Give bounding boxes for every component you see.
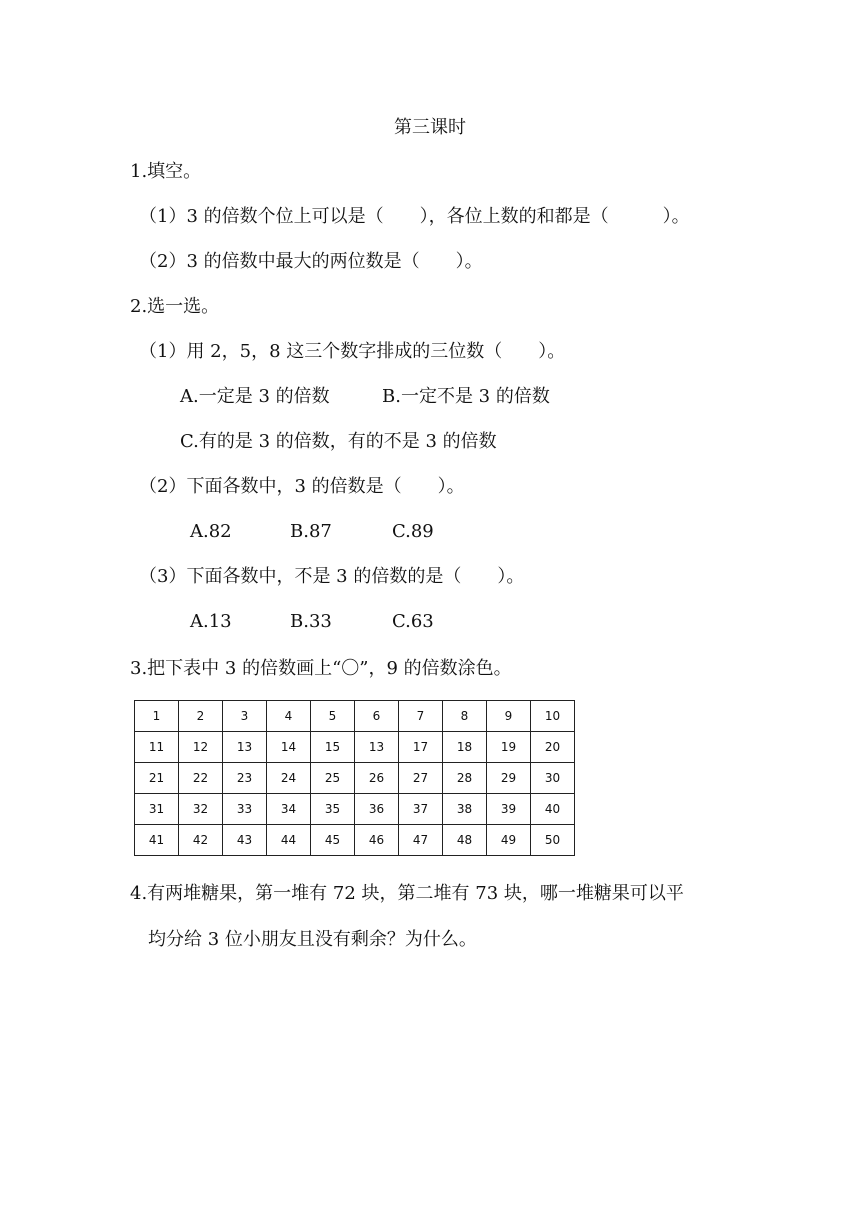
table-cell: 11 bbox=[135, 732, 179, 763]
table-cell: 40 bbox=[531, 794, 575, 825]
table-cell: 6 bbox=[355, 701, 399, 732]
table-cell: 34 bbox=[267, 794, 311, 825]
table-cell: 15 bbox=[311, 732, 355, 763]
table-cell: 43 bbox=[223, 825, 267, 856]
page-title: 第三课时 bbox=[394, 117, 466, 138]
table-cell: 50 bbox=[531, 825, 575, 856]
table-cell: 45 bbox=[311, 825, 355, 856]
question-2-sub-1: （1）用 2，5，8 这三个数字排成的三位数（ ）。 bbox=[139, 341, 566, 362]
table-cell: 49 bbox=[487, 825, 531, 856]
table-cell: 10 bbox=[531, 701, 575, 732]
table-row bbox=[135, 732, 575, 763]
table-cell: 5 bbox=[311, 701, 355, 732]
table-cell: 18 bbox=[443, 732, 487, 763]
table-cell: 35 bbox=[311, 794, 355, 825]
table-cell: 3 bbox=[223, 701, 267, 732]
question-2-sub-2-option-b: B.87 bbox=[290, 521, 332, 542]
table-cell: 24 bbox=[267, 763, 311, 794]
question-2-sub-3-option-a: A.13 bbox=[190, 611, 232, 632]
question-2-sub-2: （2）下面各数中，3 的倍数是（ ）。 bbox=[139, 476, 465, 497]
table-cell: 27 bbox=[399, 763, 443, 794]
table-cell: 37 bbox=[399, 794, 443, 825]
table-cell: 26 bbox=[355, 763, 399, 794]
table-cell: 36 bbox=[355, 794, 399, 825]
question-4-line-2: 均分给 3 位小朋友且没有剩余？为什么。 bbox=[148, 929, 477, 950]
table-cell: 13 bbox=[223, 732, 267, 763]
table-cell: 33 bbox=[223, 794, 267, 825]
table-cell: 21 bbox=[135, 763, 179, 794]
table-cell: 46 bbox=[355, 825, 399, 856]
table-cell: 7 bbox=[399, 701, 443, 732]
table-cell: 47 bbox=[399, 825, 443, 856]
number-grid-table bbox=[134, 700, 575, 856]
question-1-heading: 1.填空。 bbox=[130, 161, 202, 182]
table-cell: 32 bbox=[179, 794, 223, 825]
question-2-sub-3: （3）下面各数中，不是 3 的倍数的是（ ）。 bbox=[139, 566, 525, 587]
table-row bbox=[135, 825, 575, 856]
table-cell: 30 bbox=[531, 763, 575, 794]
table-cell: 2 bbox=[179, 701, 223, 732]
question-2-sub-2-option-c: C.89 bbox=[392, 521, 434, 542]
table-cell: 14 bbox=[267, 732, 311, 763]
table-cell: 1 bbox=[135, 701, 179, 732]
table-cell: 20 bbox=[531, 732, 575, 763]
table-cell: 8 bbox=[443, 701, 487, 732]
table-row bbox=[135, 701, 575, 732]
table-cell: 17 bbox=[399, 732, 443, 763]
table-row bbox=[135, 763, 575, 794]
question-2-sub-2-option-a: A.82 bbox=[190, 521, 232, 542]
table-cell: 41 bbox=[135, 825, 179, 856]
table-cell: 9 bbox=[487, 701, 531, 732]
table-cell: 4 bbox=[267, 701, 311, 732]
question-2-heading: 2.选一选。 bbox=[130, 296, 220, 317]
table-cell: 28 bbox=[443, 763, 487, 794]
table-cell: 29 bbox=[487, 763, 531, 794]
table-cell: 31 bbox=[135, 794, 179, 825]
table-row bbox=[135, 794, 575, 825]
question-1-item-2: （2）3 的倍数中最大的两位数是（ ）。 bbox=[139, 251, 483, 272]
table-cell: 38 bbox=[443, 794, 487, 825]
question-2-sub-1-option-a: A.一定是 3 的倍数 bbox=[180, 386, 330, 407]
table-cell: 25 bbox=[311, 763, 355, 794]
table-cell: 13 bbox=[355, 732, 399, 763]
table-cell: 23 bbox=[223, 763, 267, 794]
question-2-sub-3-option-b: B.33 bbox=[290, 611, 332, 632]
table-cell: 12 bbox=[179, 732, 223, 763]
question-2-sub-1-option-b: B.一定不是 3 的倍数 bbox=[382, 386, 550, 407]
table-cell: 44 bbox=[267, 825, 311, 856]
table-cell: 39 bbox=[487, 794, 531, 825]
question-3-heading: 3.把下表中 3 的倍数画上“〇”，9 的倍数涂色。 bbox=[130, 658, 512, 679]
question-4-line-1: 4.有两堆糖果，第一堆有 72 块，第二堆有 73 块，哪一堆糖果可以平 bbox=[130, 883, 684, 904]
table-cell: 48 bbox=[443, 825, 487, 856]
question-2-sub-1-option-c: C.有的是 3 的倍数，有的不是 3 的倍数 bbox=[180, 431, 497, 452]
question-2-sub-3-option-c: C.63 bbox=[392, 611, 434, 632]
table-cell: 42 bbox=[179, 825, 223, 856]
table-cell: 22 bbox=[179, 763, 223, 794]
question-1-item-1: （1）3 的倍数个位上可以是（ ），各位上数的和都是（ ）。 bbox=[139, 206, 690, 227]
table-cell: 19 bbox=[487, 732, 531, 763]
